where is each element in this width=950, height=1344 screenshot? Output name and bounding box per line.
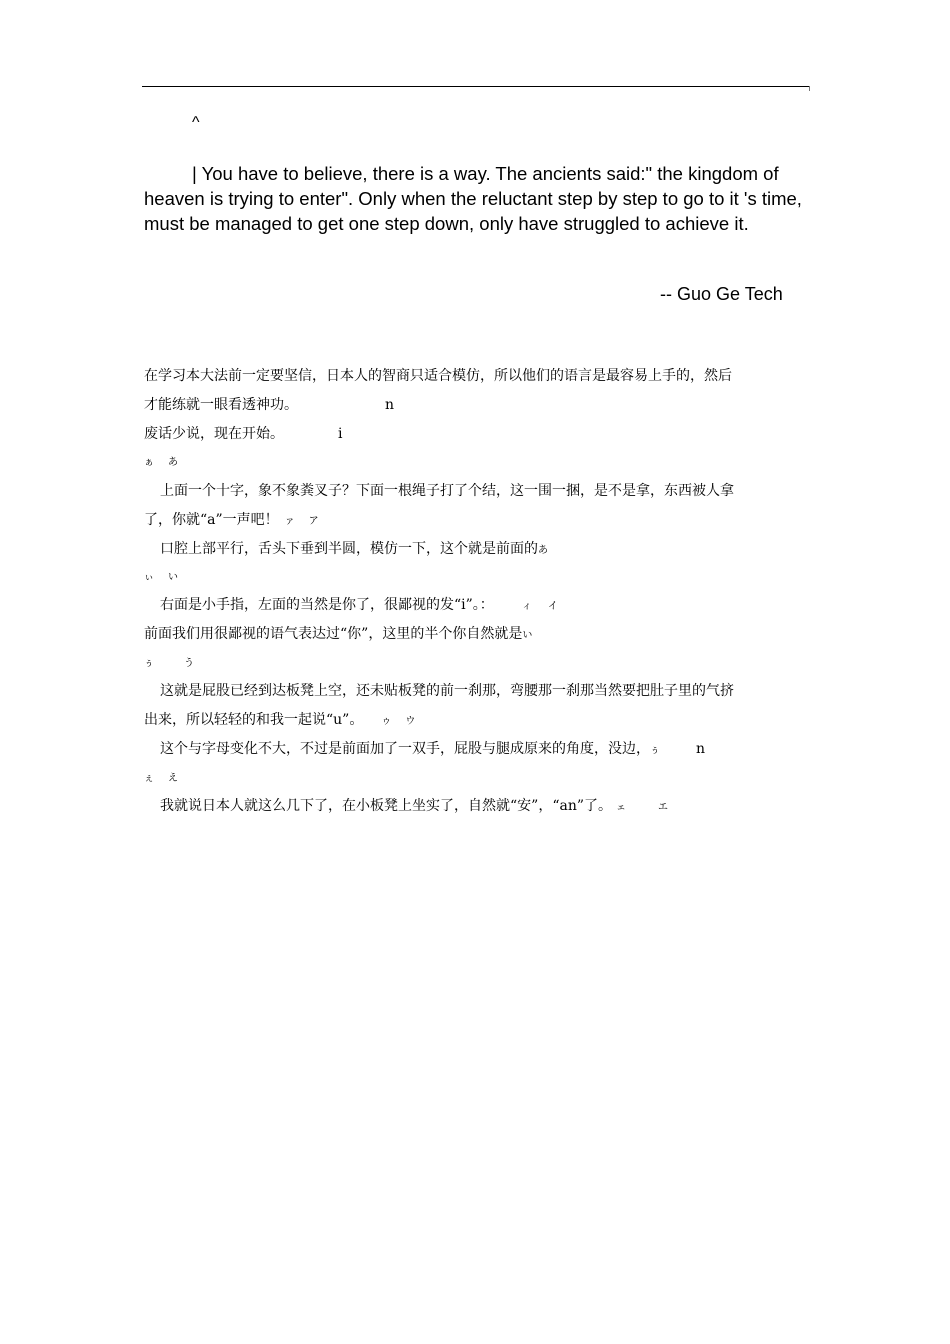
kana-glyph: あ bbox=[538, 545, 548, 556]
quote-attribution: -- Guo Ge Tech bbox=[660, 284, 783, 304]
header-rule bbox=[142, 86, 810, 87]
kana-glyph: ェ bbox=[616, 802, 626, 813]
kana-glyph: ぅ bbox=[650, 745, 660, 756]
body-line-10: 出来，所以轻轻的和我一起说“u”。 ゥ ウ bbox=[144, 712, 416, 728]
kana-glyph: い bbox=[522, 630, 533, 641]
body-line-9: 这就是屁股已经到达板凳上空，还未贴板凳的前一刹那，弯腰那一刹那当然要把肚子里的气挤 bbox=[160, 683, 734, 699]
kana-glyph: ぁ bbox=[144, 457, 154, 468]
kana-line-a bbox=[144, 447, 812, 477]
kana-glyph: ぃ bbox=[144, 572, 154, 583]
body-line-5: 了，你就“a”一声吧！ ァ ア bbox=[144, 512, 319, 528]
body-line-2: 才能练就一眼看透神功。 n bbox=[144, 397, 395, 413]
kana-glyph: イ bbox=[547, 601, 558, 612]
body-line-8: 前面我们用很鄙视的语气表达过“你”，这里的半个你自然就是い bbox=[144, 626, 533, 642]
body-line-12: 我就说日本人就这么几下了，在小板凳上坐实了，自然就“安”，“an”了。 ェ エ bbox=[160, 798, 668, 814]
kana-glyph: い bbox=[168, 572, 178, 583]
kana-line-e bbox=[144, 763, 812, 793]
kana-line-u bbox=[144, 648, 812, 678]
body-line-6: 口腔上部平行，舌头下垂到半圆，模仿一下，这个就是前面的あ bbox=[160, 541, 548, 557]
kana-glyph: ぅ bbox=[144, 658, 154, 669]
kana-glyph: ア bbox=[308, 516, 319, 527]
kana-line-i bbox=[144, 562, 812, 592]
kana-glyph: う bbox=[184, 658, 194, 669]
english-quote: | You have to believe, there is a way. The ancients said:" the kingdom of heaven is trying to enter". Only when the reluctant step by step to go to it 's time, must be managed to get one step down, only have struggled to achieve it. bbox=[144, 163, 802, 234]
kana-glyph: あ bbox=[168, 457, 178, 468]
body-line-3: 废话少说，现在开始。 i bbox=[144, 426, 343, 442]
kana-glyph: ィ bbox=[521, 601, 532, 612]
kana-glyph: ァ bbox=[284, 516, 295, 527]
kana-glyph: え bbox=[168, 773, 178, 784]
body-line-7: 右面是小手指，左面的当然是你了，很鄙视的发“i”。： ィ イ bbox=[160, 597, 558, 613]
kana-glyph: エ bbox=[658, 802, 668, 813]
header-rule-tick bbox=[809, 86, 810, 91]
kana-glyph: ゥ bbox=[381, 716, 392, 727]
caret-mark: ^ bbox=[192, 114, 200, 131]
body-line-1: 在学习本大法前一定要坚信，日本人的智商只适合模仿，所以他们的语言是最容易上手的，然后 bbox=[144, 368, 732, 384]
body-line-11: 这个与字母变化不大，不过是前面加了一双手，屁股与腿成原来的角度，没边，ぅ n bbox=[160, 741, 706, 757]
kana-glyph: ぇ bbox=[144, 773, 154, 784]
body-line-4: 上面一个十字，象不象粪叉子？下面一根绳子打了个结，这一围一捆，是不是拿，东西被人拿 bbox=[160, 483, 734, 499]
kana-glyph: ウ bbox=[405, 716, 416, 727]
